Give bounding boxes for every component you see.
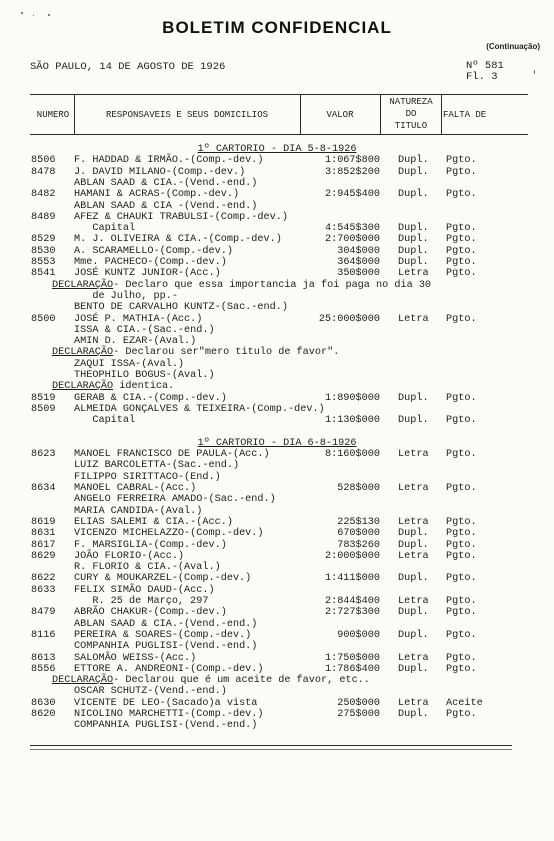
entry-responsible: F. HADDAD & IRMÃO.-(Comp.-dev.): [74, 155, 264, 166]
entry-default-type: Pgto.: [446, 268, 477, 279]
entry-responsible: A. SCARAMELLO-(Comp.-dev.): [74, 246, 233, 257]
entry-responsible: AFEZ & CHAUKI TRABULSI-(Comp.-dev.): [74, 212, 288, 223]
entry-value: 1:890$000: [324, 393, 380, 404]
entry-number: 8529: [31, 234, 56, 245]
entry-value: 364$000: [337, 257, 380, 268]
ink-speck: [21, 12, 23, 14]
entry-title-type: Dupl.: [398, 223, 429, 234]
entry-title-type: Dupl.: [398, 709, 429, 720]
entry-default-type: Pgto.: [446, 246, 477, 257]
entry-title-type: Dupl.: [398, 257, 429, 268]
entry-value: 25:000$000: [318, 314, 380, 325]
entry-number: 8631: [31, 528, 56, 539]
entry-title-type: Dupl.: [398, 189, 429, 200]
entry-default-type: Aceite: [446, 698, 483, 709]
entry-default-type: Pgto.: [446, 167, 477, 178]
footer-rule-lower: [30, 749, 512, 750]
entry-responsible: LUIZ BARCOLETTA-(Sac.-end.): [74, 460, 240, 471]
entry-value: 2:727$300: [324, 607, 380, 618]
entry-title-type: Dupl.: [398, 155, 429, 166]
entry-responsible: ETTORE A. ANDREONI-(Comp.-dev.): [74, 664, 264, 675]
entry-responsible: NICOLINO MARCHETTI-(Comp.-dev.): [74, 709, 264, 720]
ink-speck: [33, 15, 34, 16]
entry-title-type: Dupl.: [398, 573, 429, 584]
entry-default-type: Pgto.: [446, 415, 477, 426]
entry-default-type: Pgto.: [446, 517, 477, 528]
entry-default-type: Pgto.: [446, 551, 477, 562]
entry-number: 8623: [31, 449, 56, 460]
col-header-natureza-line: NATUREZA: [389, 97, 433, 107]
entry-responsible: MANOEL CABRAL-(Acc.): [74, 483, 197, 494]
col-header-natureza-line: TITULO: [394, 121, 428, 131]
entry-responsible: THEOPHILO BOGUS-(Aval.): [74, 370, 215, 381]
declaration-text: - Declarou que é um aceite de favor, etc..: [113, 675, 370, 686]
entry-title-type: Dupl.: [398, 415, 429, 426]
entry-title-type: Dupl.: [398, 540, 429, 551]
col-header-falta: FALTA DE: [443, 110, 487, 120]
entry-responsible: VICENTE DE LEO-(Sacado)a vista: [74, 698, 258, 709]
header-top-rule: [30, 94, 528, 95]
entry-default-type: Pgto.: [446, 223, 477, 234]
entry-number: 8509: [31, 404, 56, 415]
entry-default-type: Pgto.: [446, 393, 477, 404]
folio-number: Fl. 3: [466, 71, 498, 83]
entry-value: 1:786$400: [324, 664, 380, 675]
entry-value: 4:545$300: [324, 223, 380, 234]
entry-responsible: ALMEIDA GONÇALVES & TEIXEIRA-(Comp.-dev.): [74, 404, 325, 415]
entry-title-type: Letra: [398, 551, 429, 562]
entry-number: 8633: [31, 585, 56, 596]
entry-value: 225$130: [337, 517, 380, 528]
entry-title-type: Letra: [398, 517, 429, 528]
entry-number: 8541: [31, 268, 56, 279]
declaration-line: [52, 280, 431, 291]
entry-number: 8622: [31, 573, 56, 584]
entry-default-type: Pgto.: [446, 155, 477, 166]
entry-responsible: de Julho, pp.-: [74, 291, 178, 302]
section-heading: 1º CARTORIO - DIA 5-8-1926: [197, 144, 357, 155]
entry-default-type: Pgto.: [446, 709, 477, 720]
declaration-label: DECLARAÇÃO: [52, 280, 114, 291]
header-bottom-rule: [30, 134, 528, 135]
entry-default-type: Pgto.: [446, 257, 477, 268]
ink-speck: [534, 70, 535, 74]
entry-responsible: ABLAN SAAD & CIA -(Vend.-end.): [74, 201, 258, 212]
entry-number: 8478: [31, 167, 56, 178]
entry-default-type: Pgto.: [446, 528, 477, 539]
entry-responsible: ISSA & CIA.-(Sac.-end.): [74, 325, 215, 336]
entry-responsible: FELIX SIMÃO DAUD-(Acc.): [74, 585, 215, 596]
col-divider: [441, 94, 442, 134]
declaration-text: identica.: [113, 381, 175, 392]
entry-title-type: Dupl.: [398, 630, 429, 641]
declaration-text: - Declaro que essa importancia ja foi paga no dia 30: [113, 280, 432, 291]
footer-rule: [30, 745, 512, 746]
entry-responsible: JOSÉ P. MATHIA-(Acc.): [74, 314, 203, 325]
declaration-line: [52, 347, 339, 358]
col-header-valor: VALOR: [326, 110, 354, 120]
entry-default-type: Pgto.: [446, 596, 477, 607]
entry-default-type: Pgto.: [446, 653, 477, 664]
entry-title-type: Letra: [398, 449, 429, 460]
entry-title-type: Letra: [398, 483, 429, 494]
entry-number: 8556: [31, 664, 56, 675]
entry-responsible: F. MARSIGLIA-(Comp.-dev.): [74, 540, 227, 551]
entry-responsible: GERAB & CIA.-(Comp.-dev.): [74, 393, 227, 404]
entry-responsible: ABLAN SAAD & CIA.-(Vend.-end.): [74, 619, 258, 630]
entry-value: 670$000: [337, 528, 380, 539]
entry-title-type: Dupl.: [398, 528, 429, 539]
entry-title-type: Letra: [398, 596, 429, 607]
entry-value: 1:411$000: [324, 573, 380, 584]
entry-value: 2:945$400: [324, 189, 380, 200]
entry-default-type: Pgto.: [446, 664, 477, 675]
section-heading: 1º CARTORIO - DIA 6-8-1926: [197, 438, 357, 449]
entry-responsible: JOÃO FLORIO-(Acc.): [74, 551, 185, 562]
entry-number: 8479: [31, 607, 56, 618]
entry-responsible: JOSÉ KUNTZ JUNIOR-(Acc.): [74, 268, 221, 279]
entry-responsible: PEREIRA & SOARES-(Comp.-dev.): [74, 630, 252, 641]
declaration-label: DECLARAÇÃO: [52, 347, 114, 358]
declaration-text: - Declarou ser"mero titulo de favor".: [113, 347, 340, 358]
entry-value: 275$000: [337, 709, 380, 720]
entry-default-type: Pgto.: [446, 314, 477, 325]
entry-number: 8489: [31, 212, 56, 223]
entry-title-type: Letra: [398, 698, 429, 709]
continuation-label: (Continuação): [486, 42, 540, 51]
entry-value: 250$000: [337, 698, 380, 709]
entry-number: 8634: [31, 483, 56, 494]
entry-value: 783$260: [337, 540, 380, 551]
entry-title-type: Dupl.: [398, 234, 429, 245]
entry-value: 304$000: [337, 246, 380, 257]
col-header-responsaveis: RESPONSAVEIS E SEUS DOMICILIOS: [105, 110, 269, 120]
entry-value: 2:700$000: [324, 234, 380, 245]
entry-number: 8629: [31, 551, 56, 562]
col-divider: [300, 94, 301, 134]
entry-responsible: VICENZO MICHELAZZO-(Comp.-dev.): [74, 528, 264, 539]
entry-number: 8620: [31, 709, 56, 720]
col-header-numero: NUMERO: [36, 110, 70, 120]
entry-number: 8630: [31, 698, 56, 709]
entry-responsible: ABRÃO CHAKUR-(Comp.-dev.): [74, 607, 227, 618]
entry-value: 2:844$400: [324, 596, 380, 607]
entry-value: 1:130$000: [324, 415, 380, 426]
entry-number: 8116: [31, 630, 56, 641]
entry-responsible: MARIA CANDIDA-(Aval.): [74, 506, 203, 517]
entry-default-type: Pgto.: [446, 234, 477, 245]
document-title: BOLETIM CONFIDENCIAL: [162, 18, 392, 37]
entry-title-type: Letra: [398, 268, 429, 279]
entry-value: 528$000: [337, 483, 380, 494]
entry-responsible: MANOEL FRANCISCO DE PAULA-(Acc.): [74, 449, 270, 460]
entry-responsible: Capital: [74, 415, 136, 426]
entry-responsible: ZAQUI ISSA-(Aval.): [74, 359, 185, 370]
col-header-natureza-line: DO: [405, 109, 417, 119]
entry-responsible: SALOMÃO WEISS-(Acc.): [74, 653, 197, 664]
entry-number: 8619: [31, 517, 56, 528]
declaration-line: [52, 381, 174, 392]
ink-speck: [48, 14, 50, 16]
bulletin-number: Nº 581: [466, 60, 504, 72]
entry-number: 8482: [31, 189, 56, 200]
entry-responsible: ABLAN SAAD & CIA.-(Vend.-end.): [74, 178, 258, 189]
entry-value: 1:750$000: [324, 653, 380, 664]
entry-title-type: Letra: [398, 653, 429, 664]
entry-value: 1:067$800: [324, 155, 380, 166]
entry-responsible: COMPANHIA PUGLISI-(Vend.-end.): [74, 720, 258, 731]
entry-title-type: Dupl.: [398, 393, 429, 404]
entry-default-type: Pgto.: [446, 607, 477, 618]
entry-title-type: Letra: [398, 314, 429, 325]
entry-responsible: M. J. OLIVEIRA & CIA.-(Comp.-dev.): [74, 234, 282, 245]
entry-default-type: Pgto.: [446, 573, 477, 584]
entry-responsible: R. 25 de Março, 297: [74, 596, 209, 607]
entry-default-type: Pgto.: [446, 540, 477, 551]
col-header-natureza: [381, 97, 441, 131]
entry-value: 350$000: [337, 268, 380, 279]
entry-responsible: OSCAR SCHUTZ-(Vend.-end.): [74, 686, 227, 697]
bulletin-number-block: [466, 61, 504, 83]
entry-responsible: AMIN D. EZAR-(Aval.): [74, 336, 197, 347]
entry-number: 8613: [31, 653, 56, 664]
entry-number: 8617: [31, 540, 56, 551]
entry-number: 8530: [31, 246, 56, 257]
declaration-line: [52, 675, 370, 686]
entry-responsible: CURY & MOUKARZEL-(Comp.-dev.): [74, 573, 252, 584]
entry-responsible: R. FLORIO & CIA.-(Aval.): [74, 562, 221, 573]
entry-responsible: ANGELO FERREIRA AMADO-(Sac.-end.): [74, 494, 276, 505]
entry-title-type: Dupl.: [398, 167, 429, 178]
entry-title-type: Dupl.: [398, 664, 429, 675]
declaration-label: DECLARAÇÃO: [52, 675, 114, 686]
entry-default-type: Pgto.: [446, 630, 477, 641]
entry-number: 8500: [31, 314, 56, 325]
entry-responsible: COMPANHIA PUGLISI-(Vend.-end.): [74, 641, 258, 652]
entry-default-type: Pgto.: [446, 189, 477, 200]
entry-responsible: FILIPPO SIRITTACO-(End.): [74, 472, 221, 483]
entry-responsible: J. DAVID MILANO-(Comp.-dev.): [74, 167, 246, 178]
entry-value: 8:160$000: [324, 449, 380, 460]
declaration-label: DECLARAÇÃO: [52, 381, 114, 392]
entry-number: 8553: [31, 257, 56, 268]
entry-default-type: Pgto.: [446, 483, 477, 494]
entry-value: 3:852$200: [324, 167, 380, 178]
entry-value: 900$000: [337, 630, 380, 641]
entry-value: 2:000$000: [324, 551, 380, 562]
entry-number: 8506: [31, 155, 56, 166]
entry-responsible: ELIAS SALEMI & CIA.-(Acc.): [74, 517, 233, 528]
entry-title-type: Dupl.: [398, 246, 429, 257]
place-date: SÃO PAULO, 14 DE AGOSTO DE 1926: [30, 61, 226, 73]
entry-responsible: Capital: [74, 223, 136, 234]
entry-number: 8519: [31, 393, 56, 404]
entry-responsible: HAMANI & ACRAS-(Comp.-dev.): [74, 189, 240, 200]
entry-responsible: BENTO DE CARVALHO KUNTZ-(Sac.-end.): [74, 302, 288, 313]
entry-default-type: Pgto.: [446, 449, 477, 460]
entry-title-type: Dupl.: [398, 607, 429, 618]
entry-responsible: Mme. PACHECO-(Comp.-dev.): [74, 257, 227, 268]
